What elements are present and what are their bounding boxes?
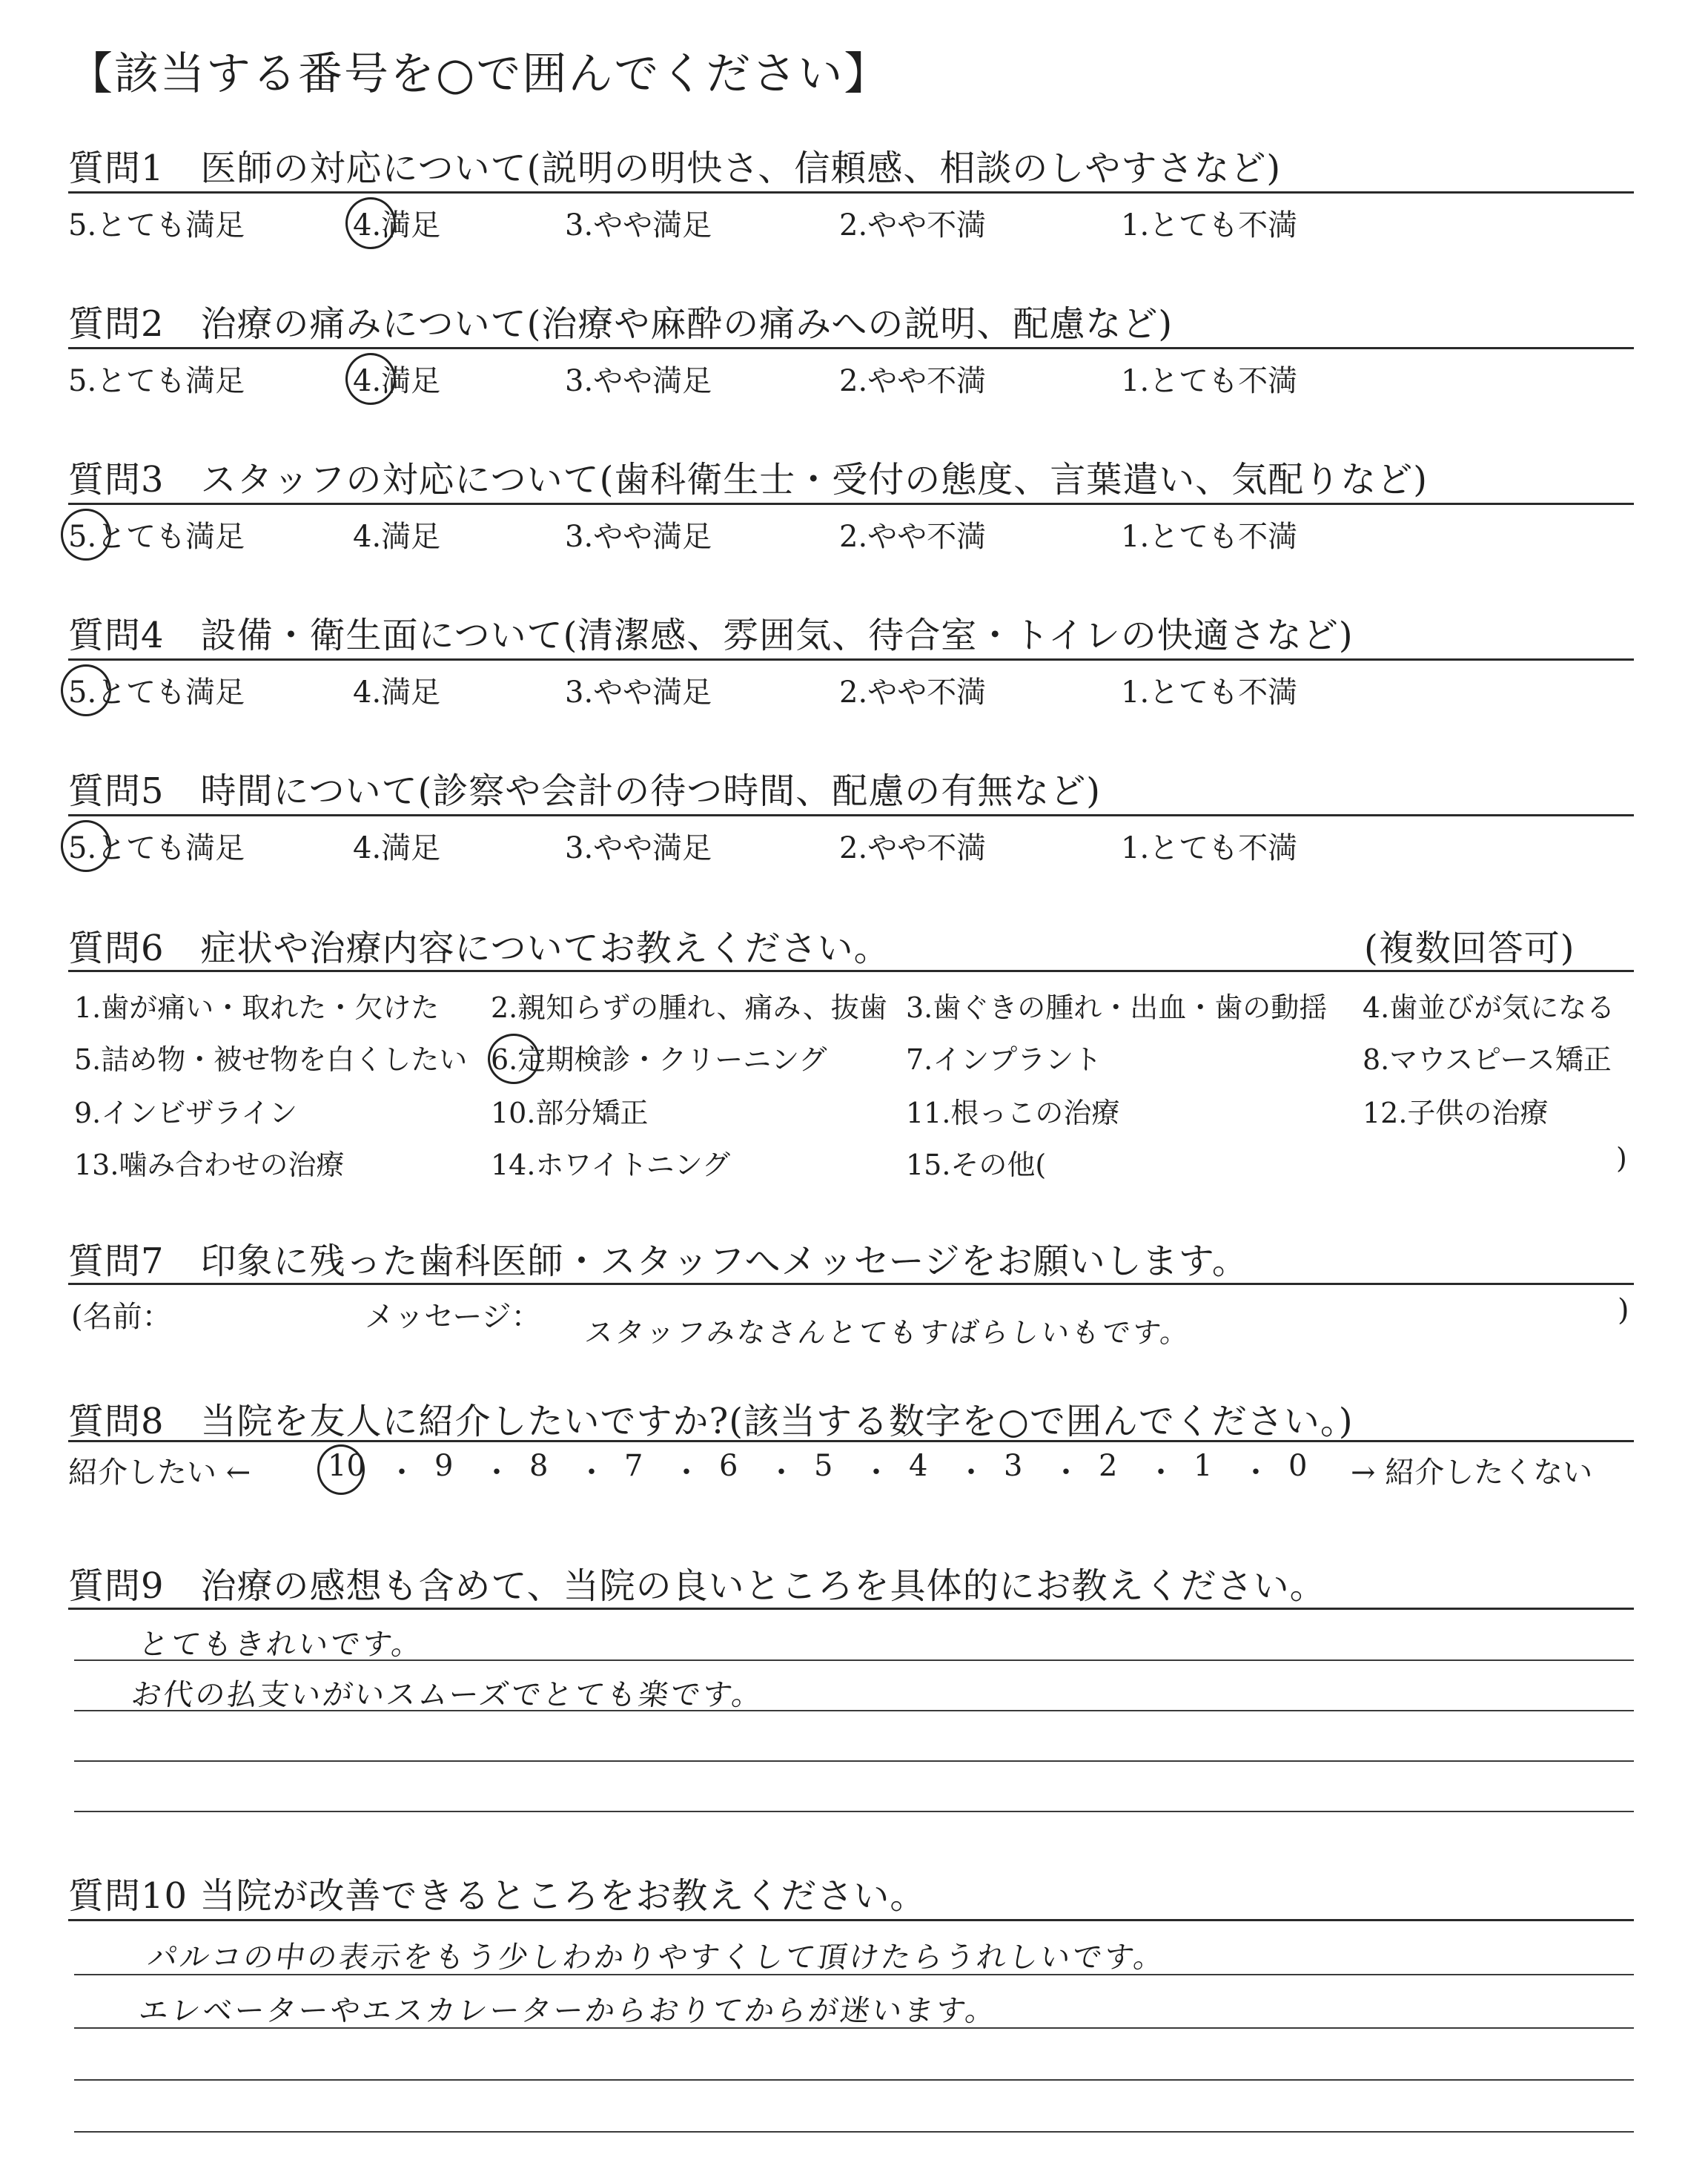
q8-left-label: 紹介したい ←	[68, 1456, 251, 1490]
q6-option-7[interactable]: 7.インプラント	[906, 1043, 1102, 1076]
q7-title: 質問7 印象に残った歯科医師・スタッフへメッセージをお願いします。	[68, 1241, 1248, 1282]
q8-scale-separator: ・	[767, 1456, 796, 1490]
q6-option-1[interactable]: 1.歯が痛い・取れた・欠けた	[74, 991, 440, 1024]
q8-scale-7[interactable]: 7	[624, 1449, 643, 1483]
q9-title: 質問9 治療の感想も含めて、当院の良いところを具体的にお教えください。	[68, 1565, 1326, 1607]
q8-scale-separator: ・	[1051, 1456, 1081, 1490]
q2-option-2[interactable]: 2.やや不満	[839, 364, 987, 398]
q3-option-1[interactable]: 1.とても不満	[1121, 520, 1298, 554]
q7-rule	[68, 1283, 1634, 1285]
q9-rule	[68, 1608, 1634, 1610]
q8-scale-separator: ・	[1241, 1456, 1271, 1490]
q9-answer-line-2: お代の払支いがいスムーズでとても楽です。	[129, 1678, 767, 1712]
q4-title: 質問4 設備・衛生面について(清潔感、雰囲気、待合室・トイレの快適さなど)	[68, 615, 1354, 656]
q1-option-1[interactable]: 1.とても不満	[1121, 208, 1298, 242]
q3-option-4[interactable]: 4.満足	[353, 520, 441, 554]
q8-scale-8[interactable]: 8	[529, 1449, 549, 1483]
q8-scale-2[interactable]: 2	[1099, 1449, 1118, 1483]
q1-rule	[68, 191, 1634, 194]
q9-answer-line-1: とてもきれいです。	[136, 1628, 426, 1662]
q1-option-4[interactable]: 4.満足	[353, 208, 441, 242]
q8-scale-10[interactable]: 10	[328, 1449, 365, 1483]
page-header: 【該当する番号を○で囲んでください】	[68, 48, 890, 100]
q9-writing-line	[74, 1811, 1634, 1812]
q8-scale-9[interactable]: 9	[434, 1449, 454, 1483]
q3-option-3[interactable]: 3.やや満足	[565, 520, 712, 554]
q4-option-1[interactable]: 1.とても不満	[1121, 676, 1298, 710]
q8-title: 質問8 当院を友人に紹介したいですか?(該当する数字を○で囲んでください。)	[68, 1401, 1354, 1442]
q6-option-5[interactable]: 5.詰め物・被せ物を白くしたい	[74, 1043, 468, 1076]
q8-scale-separator: ・	[1146, 1456, 1176, 1490]
q2-option-4[interactable]: 4.満足	[353, 364, 441, 398]
q8-scale-1[interactable]: 1	[1194, 1449, 1213, 1483]
q10-answer-line-2: エレベーターやエスカレーターからおりてからが迷います。	[136, 1994, 1000, 2028]
q5-option-4[interactable]: 4.満足	[353, 831, 441, 865]
q8-answer-circle	[317, 1444, 365, 1495]
q5-option-5[interactable]: 5.とても満足	[68, 831, 245, 865]
q4-rule	[68, 658, 1634, 661]
q5-title: 質問5 時間について(診察や会計の待つ時間、配慮の有無など)	[68, 770, 1102, 812]
q8-right-label: → 紹介したくない	[1351, 1456, 1593, 1490]
q6-answer-circle	[488, 1034, 540, 1084]
q4-answer-circle	[61, 664, 111, 716]
q2-answer-circle	[345, 353, 396, 405]
q8-scale-4[interactable]: 4	[909, 1449, 928, 1483]
q3-title: 質問3 スタッフの対応について(歯科衛生士・受付の態度、言葉遣い、気配りなど)	[68, 459, 1429, 501]
q8-scale-3[interactable]: 3	[1004, 1449, 1023, 1483]
q6-option-12[interactable]: 12.子供の治療	[1363, 1097, 1549, 1129]
q6-option-6[interactable]: 6.定期検診・クリーニング	[491, 1043, 827, 1076]
q8-scale-separator: ・	[672, 1456, 701, 1490]
q4-option-4[interactable]: 4.満足	[353, 676, 441, 710]
q4-option-3[interactable]: 3.やや満足	[565, 676, 712, 710]
q2-option-3[interactable]: 3.やや満足	[565, 364, 712, 398]
q5-option-1[interactable]: 1.とても不満	[1121, 831, 1298, 865]
q8-rule	[68, 1440, 1634, 1442]
q5-rule	[68, 814, 1634, 816]
q8-scale-5[interactable]: 5	[814, 1449, 833, 1483]
q6-option-3[interactable]: 3.歯ぐきの腫れ・出血・歯の動揺	[906, 991, 1328, 1024]
q2-rule	[68, 347, 1634, 349]
q6-option-11[interactable]: 11.根っこの治療	[906, 1097, 1120, 1129]
q8-scale-separator: ・	[861, 1456, 891, 1490]
q6-option-14[interactable]: 14.ホワイトニング	[491, 1149, 731, 1181]
q8-scale-separator: ・	[577, 1456, 606, 1490]
q3-option-2[interactable]: 2.やや不満	[839, 520, 987, 554]
q10-rule	[68, 1919, 1634, 1921]
q6-option-9[interactable]: 9.インビザライン	[74, 1097, 298, 1129]
q4-option-5[interactable]: 5.とても満足	[68, 676, 245, 710]
q6-multi-note: (複数回答可)	[1364, 928, 1575, 969]
q7-message-handwritten: スタッフみなさんとてもすばらしいもです。	[583, 1316, 1194, 1349]
q10-writing-line	[74, 2079, 1634, 2081]
q10-answer-line-1: パルコの中の表示をもう少しわかりやすくして頂けたらうれしいです。	[145, 1941, 1168, 1975]
q7-name-label: (名前：	[71, 1300, 172, 1334]
q8-scale-0[interactable]: 0	[1288, 1449, 1308, 1483]
q6-option-4[interactable]: 4.歯並びが気になる	[1363, 991, 1615, 1024]
q7-message-label: メッセージ：	[365, 1300, 541, 1334]
q3-answer-circle	[61, 509, 111, 561]
q6-title: 質問6 症状や治療内容についてお教えください。	[68, 928, 890, 969]
q3-option-5[interactable]: 5.とても満足	[68, 520, 245, 554]
q4-option-2[interactable]: 2.やや不満	[839, 676, 987, 710]
q1-answer-circle	[345, 197, 396, 249]
q8-scale-6[interactable]: 6	[719, 1449, 738, 1483]
q1-title: 質問1 医師の対応について(説明の明快さ、信頼感、相談のしやすさなど)	[68, 148, 1282, 189]
q5-answer-circle	[61, 820, 111, 872]
q1-option-2[interactable]: 2.やや不満	[839, 208, 987, 242]
q2-title: 質問2 治療の痛みについて(治療や麻酔の痛みへの説明、配慮など)	[68, 303, 1174, 345]
q6-rule	[68, 970, 1634, 972]
q2-option-1[interactable]: 1.とても不満	[1121, 364, 1298, 398]
q6-option-2[interactable]: 2.親知らずの腫れ、痛み、抜歯	[491, 991, 887, 1024]
q2-option-5[interactable]: 5.とても満足	[68, 364, 245, 398]
q6-option-10[interactable]: 10.部分矯正	[491, 1097, 649, 1129]
q8-scale-separator: ・	[482, 1456, 512, 1490]
q8-scale-separator: ・	[956, 1456, 986, 1490]
q10-title: 質問10 当院が改善できるところをお教えください。	[68, 1875, 927, 1917]
q9-writing-line	[74, 1760, 1634, 1762]
q10-writing-line	[74, 2131, 1634, 2133]
q5-option-2[interactable]: 2.やや不満	[839, 831, 987, 865]
q3-rule	[68, 503, 1634, 505]
q6-option-15[interactable]: 15.その他(	[906, 1149, 1047, 1181]
q8-scale-separator: ・	[387, 1456, 417, 1490]
q1-option-5[interactable]: 5.とても満足	[68, 208, 245, 242]
q1-option-3[interactable]: 3.やや満足	[565, 208, 712, 242]
q6-other-close-paren: )	[1616, 1142, 1627, 1175]
q7-close-paren: )	[1618, 1293, 1629, 1327]
q6-option-13[interactable]: 13.噛み合わせの治療	[74, 1149, 345, 1181]
q5-option-3[interactable]: 3.やや満足	[565, 831, 712, 865]
q6-option-8[interactable]: 8.マウスピース矯正	[1363, 1043, 1612, 1076]
